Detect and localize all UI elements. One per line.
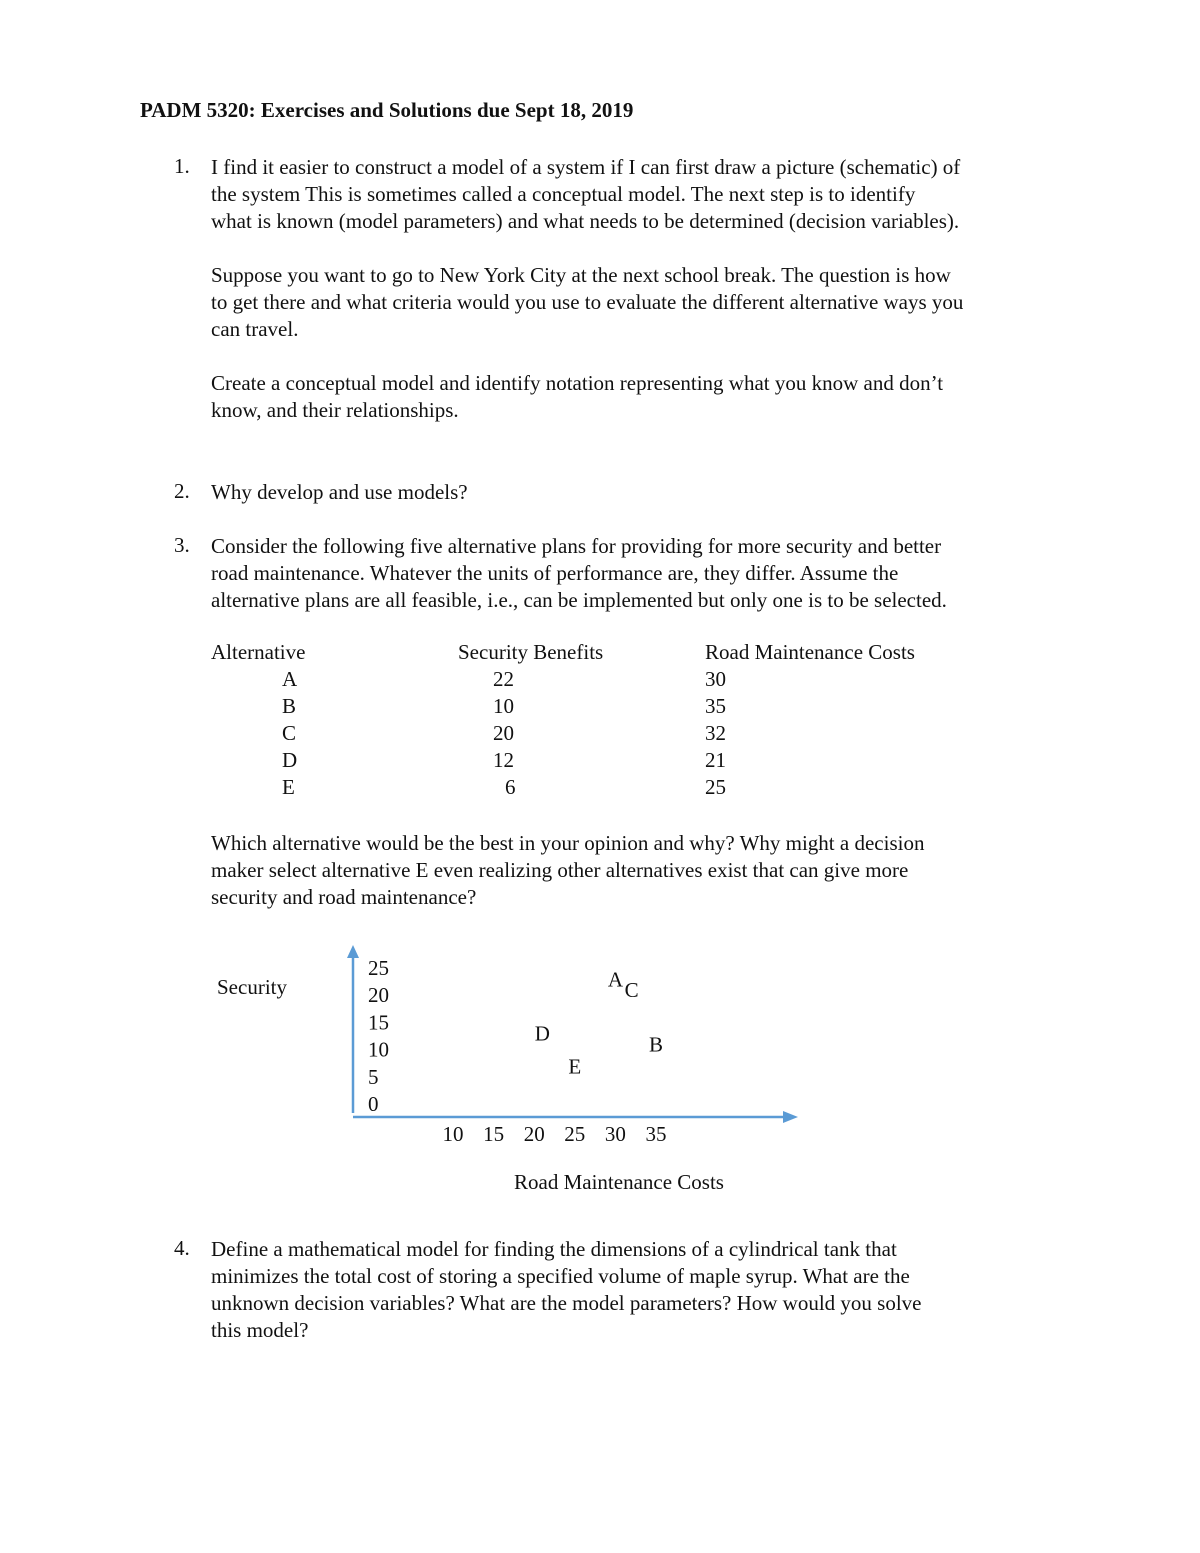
y-axis-title: Security (217, 975, 287, 999)
x-tick-label: 15 (483, 1122, 505, 1146)
q1-p2-line1: Suppose you want to go to New York City at the next school break. The question is how (211, 263, 951, 287)
x-axis-arrow (783, 1111, 798, 1123)
q1-p3-line2: know, and their relationships. (211, 398, 459, 422)
q4-line4: this model? (211, 1318, 309, 1342)
y-tick-label: 25 (368, 956, 389, 980)
data-point-e: E (568, 1054, 582, 1079)
q1-p1-line1: I find it easier to construct a model of a system if I can first draw a picture (schematic) of (211, 155, 961, 179)
x-tick-label: 35 (645, 1122, 667, 1146)
table-cell: 25 (705, 775, 726, 799)
q3-p2-line1: Which alternative would be the best in your opinion and why? Why might a decision (211, 831, 925, 855)
q1-p2-line3: can travel. (211, 317, 299, 341)
page-title: PADM 5320: Exercises and Solutions due Sept 18, 2019 (140, 98, 634, 122)
y-tick-label: 10 (368, 1037, 389, 1062)
data-point-a: A (607, 967, 623, 992)
x-tick-label: 20 (523, 1122, 545, 1146)
q2-text: Why develop and use models? (211, 480, 468, 504)
y-axis-arrow (347, 945, 359, 958)
q1-p3-line1: Create a conceptual model and identify notation representing what you know and don’t (211, 371, 944, 395)
x-tick-label: 10 (442, 1122, 464, 1146)
table-cell: C (282, 721, 297, 745)
table-cell: 12 (493, 748, 514, 772)
table-cell: B (282, 694, 297, 718)
table-cell: 20 (493, 721, 514, 745)
table-cell: E (282, 775, 295, 799)
q4-line1: Define a mathematical model for finding the dimensions of a cylindrical tank that (211, 1237, 897, 1261)
q1-number: 1. (174, 154, 190, 178)
q1-p1-line3: what is known (model parameters) and what needs to be determined (decision variables). (211, 209, 960, 233)
x-axis-title: Road Maintenance Costs (514, 1170, 724, 1194)
table-cell: 6 (505, 775, 516, 799)
table-header-security: Security Benefits (458, 640, 604, 664)
q3-p2-line3: security and road maintenance? (211, 885, 477, 909)
table-cell: 10 (493, 694, 514, 718)
y-tick-label: 5 (368, 1064, 379, 1089)
y-tick-label: 15 (368, 1010, 389, 1035)
q4-number: 4. (174, 1236, 190, 1260)
x-tick-label: 30 (604, 1122, 626, 1146)
data-point-d: D (534, 1021, 550, 1046)
q4-line2: minimizes the total cost of storing a specified volume of maple syrup. What are the (211, 1264, 910, 1288)
q3-number: 3. (174, 533, 190, 557)
data-point-c: C (624, 978, 639, 1003)
q3-p2-line2: maker select alternative E even realizing other alternatives exist that can give more (211, 858, 909, 882)
y-tick-label: 20 (368, 983, 389, 1008)
table-cell: D (282, 748, 298, 772)
q3-p1-line2: road maintenance. Whatever the units of performance are, they differ. Assume the (211, 561, 899, 585)
x-tick-label: 25 (564, 1122, 586, 1146)
q2-number: 2. (174, 479, 190, 503)
table-cell: 22 (493, 667, 514, 691)
table-header-alternative: Alternative (211, 640, 306, 664)
table-cell: 30 (705, 667, 726, 691)
table-cell: A (282, 667, 298, 691)
data-point-b: B (648, 1032, 664, 1057)
q3-p1-line3: alternative plans are all feasible, i.e., can be implemented but only one is to be selected. (211, 588, 947, 612)
y-tick-label: 0 (368, 1092, 379, 1116)
table-cell: 32 (705, 721, 726, 745)
table-cell: 35 (705, 694, 726, 718)
table-cell: 21 (705, 748, 726, 772)
table-header-costs: Road Maintenance Costs (705, 640, 915, 664)
q1-p2-line2: to get there and what criteria would you use to evaluate the different alternative ways you (211, 290, 964, 314)
q1-p1-line2: the system This is sometimes called a conceptual model. The next step is to identify (211, 182, 916, 206)
q3-p1-line1: Consider the following five alternative plans for providing for more security and better (211, 534, 942, 558)
q4-line3: unknown decision variables? What are the model parameters? How would you solve (211, 1291, 922, 1315)
